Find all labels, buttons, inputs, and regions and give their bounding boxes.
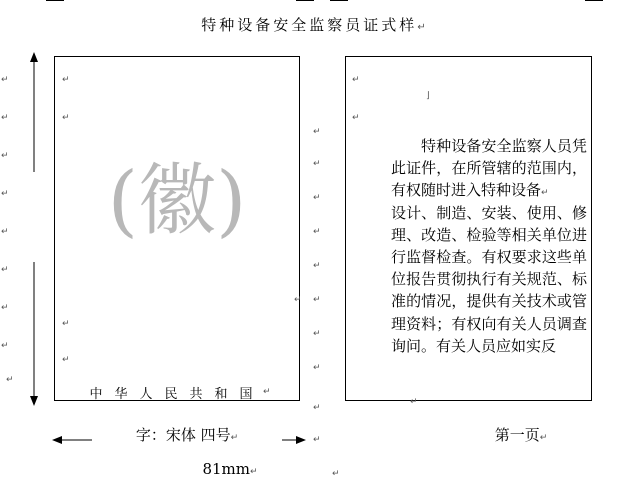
paragraph-mark: ↵ xyxy=(230,433,239,443)
width-dimension-label xyxy=(180,460,280,478)
paragraph-mark: ↵ xyxy=(1,151,9,161)
paragraph-mark: ↵ xyxy=(250,467,258,477)
paragraph-mark: ↵ xyxy=(313,295,321,305)
paragraph-mark: ↵ xyxy=(352,113,360,123)
paragraph-mark: ↵ xyxy=(313,159,321,169)
paragraph-mark: ↵ xyxy=(294,295,302,305)
corner-mark xyxy=(330,0,348,1)
paragraph-mark: ↵ xyxy=(313,329,321,339)
body-paragraph-1: 特种设备安全监察人员凭此证件，在所管辖的范围内，有权随时进入特种设备 xyxy=(391,137,587,200)
font-spec-note xyxy=(92,424,282,445)
paragraph-mark: ↵ xyxy=(62,319,70,329)
paragraph-mark: ↵ xyxy=(313,435,321,445)
paragraph-mark: ↵ xyxy=(62,355,70,365)
corner-mark xyxy=(585,0,603,1)
title-text: 特种设备安全监察员证式样 xyxy=(201,16,418,34)
page-number-label xyxy=(466,424,576,445)
width-dimension-text: 81mm xyxy=(202,460,250,478)
font-spec-text: 字：宋体 四号 xyxy=(135,426,231,444)
page-number-text: 第一页 xyxy=(494,426,540,444)
paragraph-mark: ↵ xyxy=(313,363,321,373)
paragraph-mark: ↵ xyxy=(1,113,9,123)
paragraph-mark: ↵ xyxy=(332,469,340,479)
paragraph-mark: ↵ xyxy=(1,303,9,313)
paragraph-mark: ↵ xyxy=(313,261,321,271)
paragraph-mark: ↵ xyxy=(263,387,271,397)
paragraph-mark: ↵ xyxy=(313,127,321,137)
paragraph-mark: ↵ xyxy=(313,193,321,203)
paragraph-mark: ↵ xyxy=(1,265,9,275)
country-name: 中华人民共和国 xyxy=(89,387,265,402)
paragraph-mark: ↵ xyxy=(1,189,9,199)
paragraph-mark: ↵ xyxy=(1,227,9,237)
paragraph-mark: ↵ xyxy=(352,75,360,85)
paragraph-mark: ↵ xyxy=(313,403,321,413)
paragraph-mark: ↵ xyxy=(6,375,14,385)
body-paragraph-2: 设计、制造、安装、使用、修理、改造、检验等相关单位进行监督检查。有权要求这些单位报告贯彻执行有关规范、标准的情况，提供有关技术或管理资料；有权向有关人员调查询问。有关人员应如实反 xyxy=(391,203,587,355)
corner-mark xyxy=(46,0,64,1)
height-dimension-arrow xyxy=(26,52,42,408)
corner-mark xyxy=(296,0,314,1)
paragraph-mark: ↵ xyxy=(1,75,9,85)
paragraph-mark: ↵ xyxy=(539,433,548,443)
paragraph-mark: ↵ xyxy=(313,227,321,237)
paragraph-mark: ↵ xyxy=(417,22,429,33)
paragraph-mark: ↵ xyxy=(1,341,9,351)
paragraph-mark: ↵ xyxy=(541,188,549,199)
paragraph-mark: ↵ xyxy=(62,113,70,123)
paragraph-mark: ↵ xyxy=(410,397,418,407)
corner-mark-small: ⌋ xyxy=(426,91,430,101)
page-title xyxy=(0,14,630,35)
paragraph-mark: ↵ xyxy=(62,75,70,85)
emblem-placeholder: (徽) xyxy=(107,156,247,246)
certificate-body-text xyxy=(391,135,587,357)
